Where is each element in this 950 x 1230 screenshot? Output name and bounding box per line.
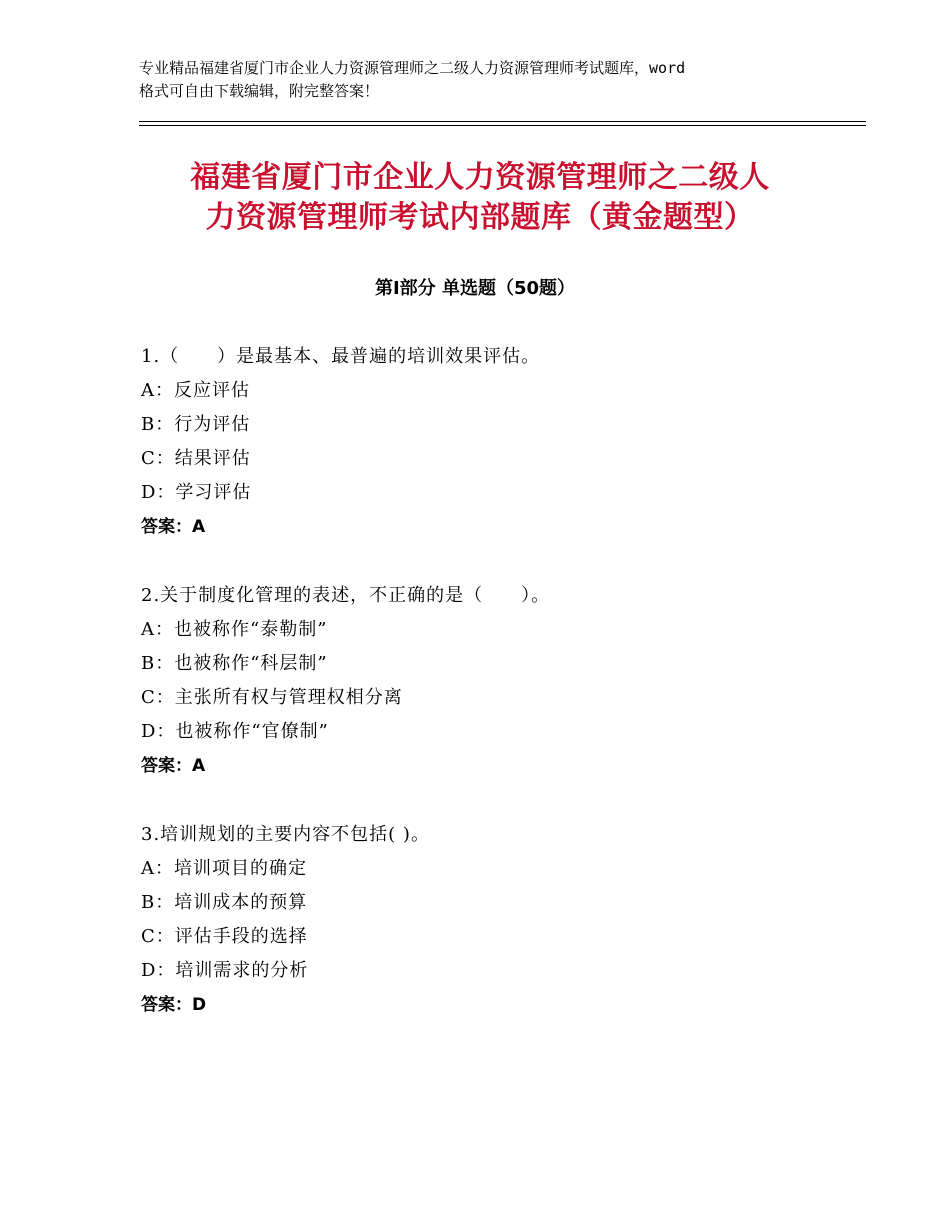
header-note-line1: 专业精品福建省厦门市企业人力资源管理师之二级人力资源管理师考试题库，word (139, 59, 686, 77)
option-b: B：培训成本的预算 (141, 892, 308, 913)
option-a: A：培训项目的确定 (141, 858, 307, 879)
section-heading: 第Ⅰ部分 单选题（50题） (374, 278, 575, 299)
option-d: D：学习评估 (141, 482, 252, 503)
option-b: B：也被称作“科层制” (141, 653, 328, 674)
question-stem: 2.关于制度化管理的表述，不正确的是（ ）。 (141, 585, 551, 606)
question-block (141, 818, 861, 1022)
document-title (150, 158, 810, 238)
option-a: A：也被称作“泰勒制” (141, 619, 328, 640)
option-c: C：评估手段的选择 (141, 926, 308, 947)
answer-label: 答案：D (141, 995, 207, 1015)
option-c: C：主张所有权与管理权相分离 (141, 687, 403, 708)
answer-label: 答案：A (141, 756, 206, 776)
option-d: D：也被称作“官僚制” (141, 721, 329, 742)
question-stem: 1.（ ）是最基本、最普遍的培训效果评估。 (141, 346, 541, 367)
option-d: D：培训需求的分析 (141, 960, 309, 981)
question-stem: 3.培训规划的主要内容不包括( )。 (141, 824, 430, 845)
option-c: C：结果评估 (141, 448, 251, 469)
header-divider (139, 121, 866, 126)
document-title-line2: 力资源管理师考试内部题库（黄金题型） (205, 200, 755, 235)
question-block (141, 579, 861, 783)
option-a: A：反应评估 (141, 380, 250, 401)
option-b: B：行为评估 (141, 414, 251, 435)
header-note-line2: 格式可自由下载编辑，附完整答案！ (139, 82, 380, 100)
document-title-line1: 福建省厦门市企业人力资源管理师之二级人 (190, 160, 770, 195)
question-block (141, 340, 861, 544)
header-note (139, 57, 839, 103)
answer-label: 答案：A (141, 517, 206, 537)
